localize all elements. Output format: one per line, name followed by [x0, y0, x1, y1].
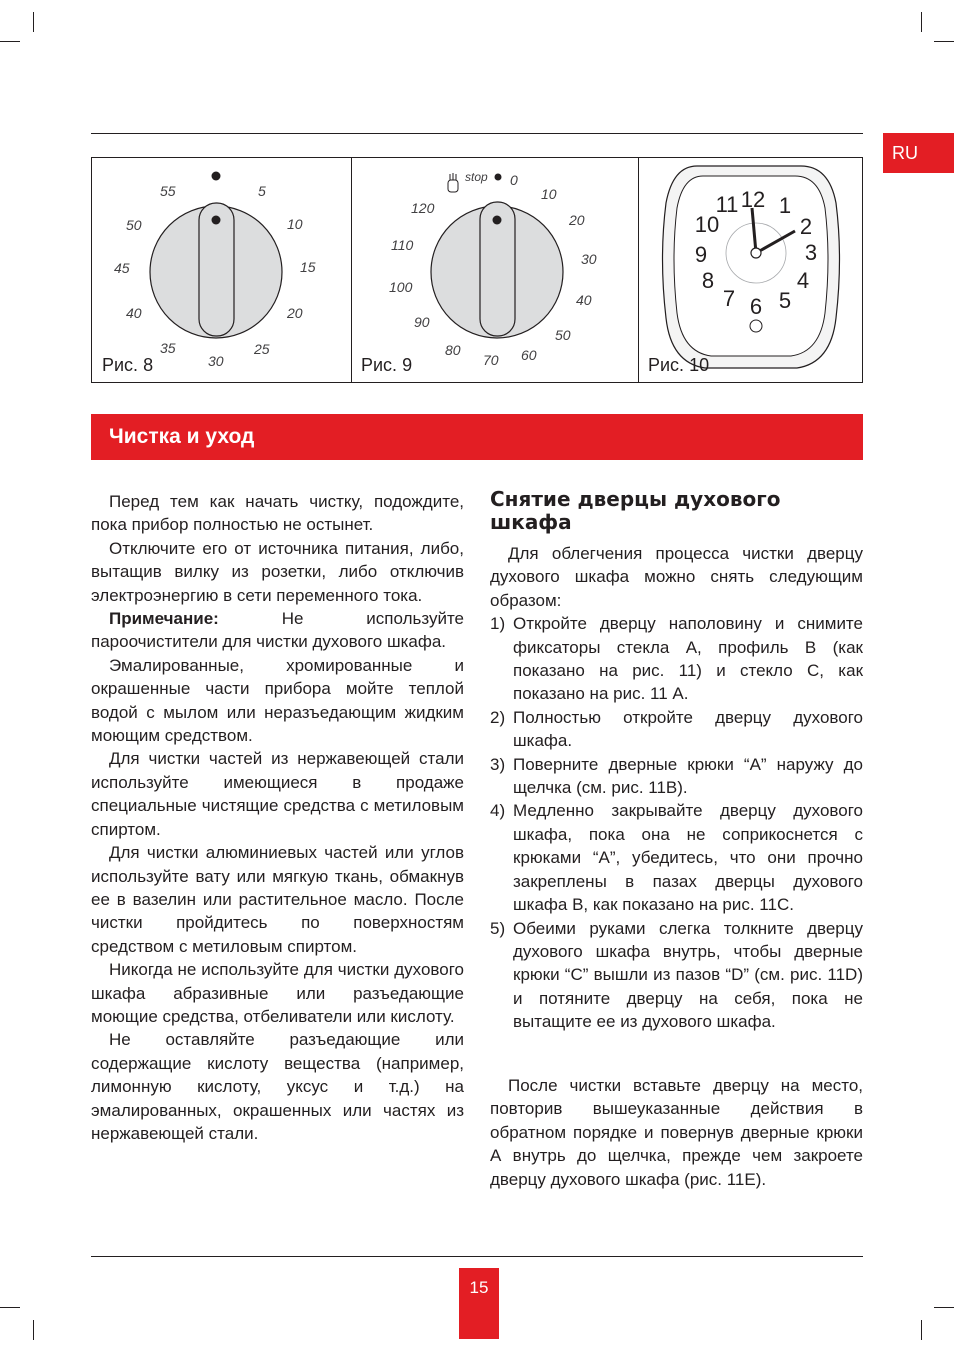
- dial-number: 120: [411, 200, 435, 216]
- clock-number: 5: [778, 288, 792, 313]
- paragraph: Эмалированные, хромированные и окрашенные части прибора мойте теплой водой с мылом или неразъедающим жидким моющим средством.: [91, 655, 464, 746]
- figure-8: [92, 158, 351, 382]
- clock-number: 6: [749, 294, 763, 319]
- step-number: 4): [490, 801, 506, 821]
- list-item: [490, 706, 863, 753]
- crop-mark: [0, 1307, 20, 1308]
- list-item: [490, 612, 863, 706]
- note-paragraph: [91, 607, 464, 654]
- language-tab: RU: [883, 133, 954, 173]
- clock-number: 11: [715, 192, 739, 217]
- indicator-dot: [212, 172, 221, 181]
- clock-number: 8: [701, 268, 715, 293]
- dial-number: 90: [414, 314, 430, 330]
- crop-mark: [934, 1307, 954, 1308]
- dial-number: 25: [254, 341, 270, 357]
- step-text: Поверните дверные крюки “A” наружу до щелчка (см. рис. 11B).: [513, 754, 863, 798]
- step-number: 2): [490, 707, 506, 727]
- right-column: [490, 488, 863, 1034]
- page-number: 15: [459, 1268, 499, 1339]
- dial-number: 70: [483, 352, 499, 368]
- paragraph: Никогда не используйте для чистки духового шкафа абразивные или разъедающие моющие средства, отбеливатели или кислоту.: [91, 960, 464, 1026]
- step-number: 1): [490, 614, 506, 634]
- step-text: Обеими руками слегка толкните дверцу духового шкафа внутрь, чтобы дверные крюки “C” вышли из пазов “D” (см. рис. 11D) и потяните дверцу на себя, пока не вытащите ее из духового шкафа.: [513, 918, 863, 1032]
- dial-number: 100: [389, 279, 413, 295]
- dial-number: 20: [569, 212, 585, 228]
- clock-number: 3: [804, 240, 818, 265]
- outro-block: [490, 1074, 863, 1191]
- section-title: Чистка и уход: [109, 425, 255, 448]
- bottom-rule: [91, 1256, 863, 1257]
- note-text: Не используйте пароочистители для чистки духового шкафа.: [91, 609, 464, 652]
- list-item: [490, 799, 863, 916]
- intro-paragraph: Для облегчения процесса чистки дверцу духового шкафа можно снять следующим образом:: [490, 544, 863, 610]
- dial-number: 10: [287, 216, 303, 232]
- paragraph: Для чистки алюминиевых частей или углов используйте вату или мягкую ткань, обмакнув ее в вазелин или растительное масло. После чистки пройдитесь по поверхностям средством с метиловым спиртом.: [91, 843, 464, 956]
- paragraph: Для чистки частей из нержавеющей стали используйте имеющиеся в продаже специальные чистящие средства с метиловым спиртом.: [91, 749, 464, 839]
- knob-marker: [212, 216, 221, 225]
- clock-number: 2: [799, 214, 813, 239]
- dial-number: 50: [126, 217, 142, 233]
- dial-number: 5: [258, 183, 266, 199]
- clock-number: 1: [778, 193, 792, 218]
- list-item: [490, 917, 863, 1034]
- clock-center: [751, 248, 761, 258]
- figures-panel: [91, 157, 863, 383]
- clock-number: 4: [796, 268, 810, 293]
- dial-number: 30: [208, 353, 224, 369]
- outro-paragraph: После чистки вставьте дверцу на место, повторив вышеуказанные действия в обратном порядке и повернув дверные крюки А внутрь до щелчка, прежде чем закроете дверцу духового шкафа (рис. 11E).: [490, 1076, 863, 1189]
- crop-mark: [33, 1320, 34, 1340]
- knob-marker: [493, 216, 502, 225]
- step-number: 3): [490, 754, 506, 774]
- analog-clock-illustration: [639, 158, 863, 382]
- timer-knob-illustration: [352, 158, 639, 382]
- note-label: Примечание:: [109, 609, 219, 629]
- clock-number: 7: [722, 286, 736, 311]
- crop-mark: [0, 41, 20, 42]
- dial-number: 40: [126, 305, 142, 321]
- step-text: Медленно закрывайте дверцу духового шкафа, пока она не соприкоснется с крюками “A”, убедитесь, что они прочно закреплены в пазах дверцы духового шкафа В, как показано на рис. 11C.: [513, 801, 863, 915]
- crop-mark: [934, 41, 954, 42]
- step-text: Полностью откройте дверцу духового шкафа.: [513, 707, 863, 751]
- crop-mark: [33, 12, 34, 32]
- indicator-dot: [495, 174, 502, 181]
- paragraph: Не оставляйте разъедающие или содержащие кислоту вещества (например, лимонную кислоту, уксус и т.д.) на эмалированных, окрашенных или частях из нержавеющей стали.: [91, 1030, 464, 1143]
- crop-mark: [921, 1320, 922, 1340]
- clock-knob: [750, 320, 762, 332]
- dial-number: 40: [576, 292, 592, 308]
- stop-label: stop: [465, 170, 488, 184]
- dial-number: 15: [300, 259, 316, 275]
- figure-10: [638, 158, 863, 382]
- dial-number: 10: [541, 186, 557, 202]
- hand-icon: [448, 173, 458, 192]
- clock-number: 12: [740, 187, 766, 212]
- timer-knob-illustration: [92, 158, 351, 382]
- dial-number: 20: [287, 305, 303, 321]
- figure-9: [351, 158, 639, 382]
- dial-number: 35: [160, 340, 176, 356]
- section-header: [91, 414, 863, 460]
- figure-caption: Рис. 8: [102, 355, 154, 375]
- subsection-heading: Снятие дверцы духового шкафа: [490, 487, 781, 534]
- dial-number: 60: [521, 347, 537, 363]
- dial-number: 50: [555, 327, 571, 343]
- dial-number: 0: [510, 172, 518, 188]
- crop-mark: [921, 12, 922, 32]
- dial-number: 55: [160, 183, 176, 199]
- list-item: [490, 753, 863, 800]
- paragraph: Отключите его от источника питания, либо, вытащив вилку из розетки, либо отключив электроэнергию в сети переменного тока.: [91, 538, 464, 605]
- step-number: 5): [490, 918, 506, 938]
- clock-number: 9: [694, 242, 708, 267]
- figure-caption: Рис. 10: [648, 355, 710, 375]
- dial-number: 45: [114, 260, 130, 276]
- steps-list: [490, 612, 863, 1033]
- step-text: Откройте дверцу наполовину и снимите фиксаторы стекла А, профиль В (как показано на рис. 11) и стекло С, как показано на рис. 11 А.: [513, 614, 863, 704]
- dial-number: 30: [581, 251, 597, 267]
- paragraph: Перед тем как начать чистку, подождите, пока прибор полностью не остынет.: [91, 492, 464, 535]
- top-rule: [91, 133, 863, 134]
- clock-number: 10: [694, 212, 720, 237]
- dial-number: 110: [391, 237, 414, 253]
- figure-caption: Рис. 9: [361, 355, 413, 375]
- left-column: [91, 490, 464, 1145]
- dial-number: 80: [445, 342, 461, 358]
